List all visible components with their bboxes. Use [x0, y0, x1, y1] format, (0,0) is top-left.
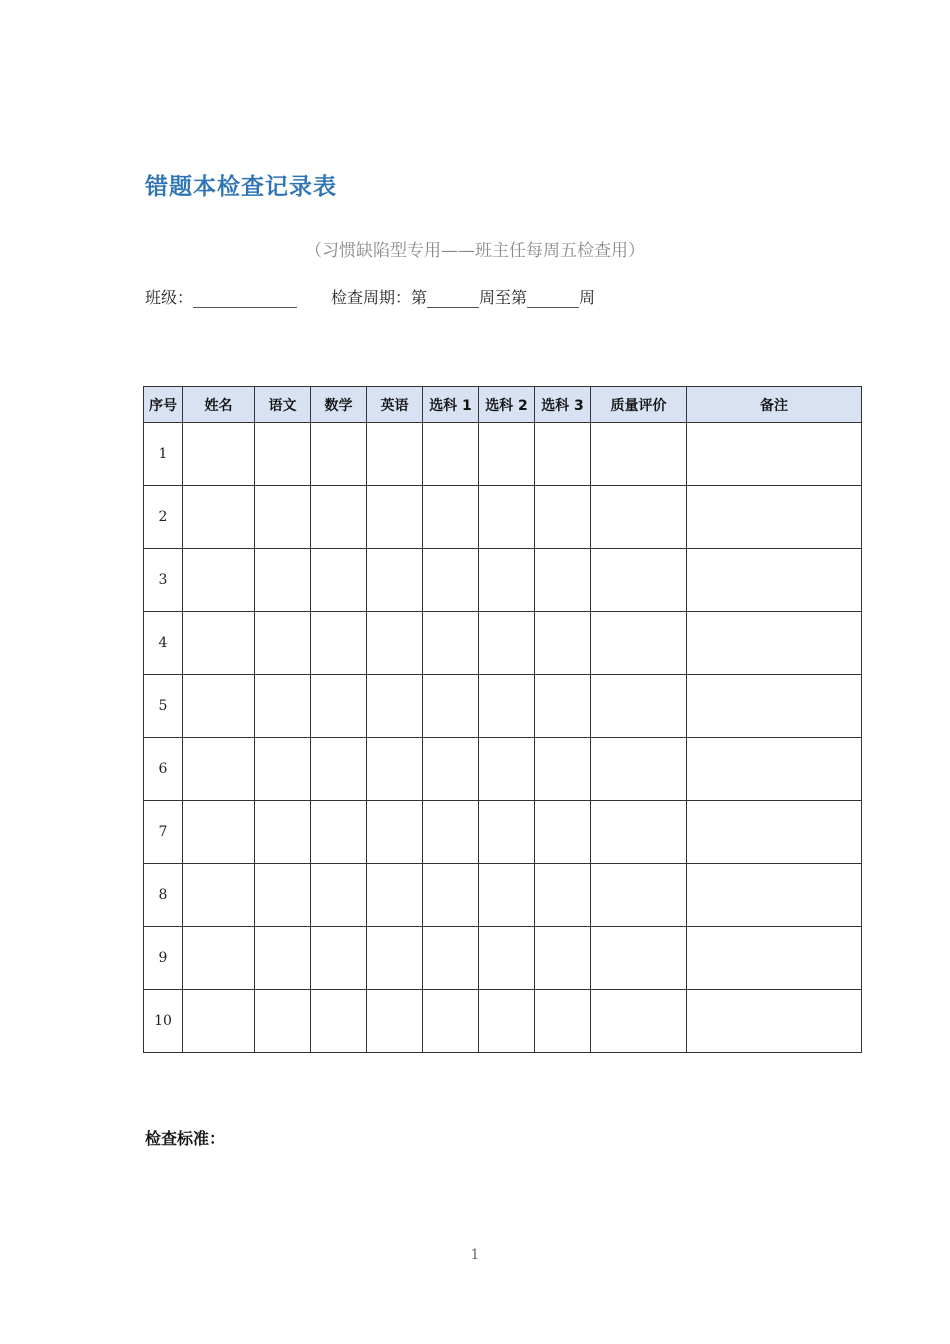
table-header-row [144, 387, 862, 423]
table-cell[interactable] [687, 738, 862, 801]
row-number-cell: 4 [144, 612, 183, 675]
table-cell[interactable] [479, 801, 535, 864]
table-cell[interactable] [687, 423, 862, 486]
table-cell[interactable] [591, 801, 687, 864]
table-cell[interactable] [255, 675, 311, 738]
table-row [144, 864, 862, 927]
table-cell[interactable] [311, 675, 367, 738]
table-cell[interactable] [183, 801, 255, 864]
table-cell[interactable] [535, 612, 591, 675]
table-cell[interactable] [479, 675, 535, 738]
table-cell[interactable] [687, 864, 862, 927]
table-cell[interactable] [311, 801, 367, 864]
row-number-cell: 6 [144, 738, 183, 801]
row-number-cell: 7 [144, 801, 183, 864]
table-cell[interactable] [687, 486, 862, 549]
table-row [144, 423, 862, 486]
table-cell[interactable] [687, 801, 862, 864]
table-row [144, 927, 862, 990]
table-cell[interactable] [255, 864, 311, 927]
class-label: 班级： [145, 288, 194, 307]
meta-line [145, 285, 595, 308]
table-cell[interactable] [367, 423, 423, 486]
table-cell[interactable] [183, 486, 255, 549]
table-cell[interactable] [591, 990, 687, 1053]
table-cell[interactable] [423, 801, 479, 864]
table-cell[interactable] [255, 738, 311, 801]
table-cell[interactable] [591, 549, 687, 612]
header-cell: 选科 1 [423, 387, 479, 423]
table-cell[interactable] [367, 990, 423, 1053]
table-cell[interactable] [183, 738, 255, 801]
table-cell[interactable] [591, 675, 687, 738]
table-cell[interactable] [423, 549, 479, 612]
table-cell[interactable] [423, 486, 479, 549]
header-cell: 序号 [144, 387, 183, 423]
table-cell[interactable] [255, 801, 311, 864]
table-row [144, 738, 862, 801]
table-cell[interactable] [311, 549, 367, 612]
table-cell[interactable] [367, 738, 423, 801]
table-row [144, 549, 862, 612]
table-cell[interactable] [535, 423, 591, 486]
table-cell[interactable] [367, 675, 423, 738]
table-cell[interactable] [423, 927, 479, 990]
table-row [144, 801, 862, 864]
header-cell: 备注 [687, 387, 862, 423]
table-cell[interactable] [479, 990, 535, 1053]
header-cell: 选科 3 [535, 387, 591, 423]
table-cell[interactable] [423, 675, 479, 738]
header-cell: 英语 [367, 387, 423, 423]
table-cell[interactable] [423, 612, 479, 675]
table-row [144, 990, 862, 1053]
row-number-cell: 2 [144, 486, 183, 549]
table-cell[interactable] [311, 612, 367, 675]
table-row [144, 612, 862, 675]
page-number: 1 [470, 1247, 480, 1263]
table-cell[interactable] [311, 486, 367, 549]
table-cell[interactable] [183, 927, 255, 990]
table-cell[interactable] [255, 927, 311, 990]
table-cell[interactable] [367, 612, 423, 675]
header-cell: 姓名 [183, 387, 255, 423]
table-cell[interactable] [367, 486, 423, 549]
table-cell[interactable] [311, 927, 367, 990]
standard-label: 检查标准： [145, 1129, 226, 1148]
page-subtitle: （习惯缺陷型专用——班主任每周五检查用） [305, 241, 645, 261]
table-cell[interactable] [367, 549, 423, 612]
table-cell[interactable] [311, 864, 367, 927]
table-cell[interactable] [311, 738, 367, 801]
table-cell[interactable] [591, 423, 687, 486]
check-record-table [143, 386, 862, 1053]
period-label: 检查周期：第 [331, 288, 428, 307]
row-number-cell: 9 [144, 927, 183, 990]
table-cell[interactable] [367, 801, 423, 864]
table-cell[interactable] [535, 990, 591, 1053]
period-end-label: 周 [579, 288, 596, 307]
table-cell[interactable] [255, 990, 311, 1053]
table-cell[interactable] [183, 549, 255, 612]
table-row [144, 486, 862, 549]
row-number-cell: 1 [144, 423, 183, 486]
table-cell[interactable] [479, 486, 535, 549]
table-cell[interactable] [535, 549, 591, 612]
table-cell[interactable] [591, 927, 687, 990]
table-cell[interactable] [479, 549, 535, 612]
end-week-blank[interactable] [527, 289, 579, 308]
table-cell[interactable] [687, 990, 862, 1053]
table-cell[interactable] [591, 486, 687, 549]
table-cell[interactable] [591, 864, 687, 927]
table-cell[interactable] [311, 990, 367, 1053]
header-cell: 选科 2 [479, 387, 535, 423]
table-cell[interactable] [255, 549, 311, 612]
table-cell[interactable] [183, 990, 255, 1053]
row-number-cell: 3 [144, 549, 183, 612]
table-cell[interactable] [591, 738, 687, 801]
page-title: 错题本检查记录表 [145, 174, 337, 200]
table-cell[interactable] [183, 423, 255, 486]
table-cell[interactable] [255, 423, 311, 486]
table-cell[interactable] [423, 864, 479, 927]
table-cell[interactable] [255, 486, 311, 549]
row-number-cell: 5 [144, 675, 183, 738]
period-mid-label: 周至第 [479, 288, 528, 307]
table-cell[interactable] [423, 423, 479, 486]
header-cell: 质量评价 [591, 387, 687, 423]
row-number-cell: 8 [144, 864, 183, 927]
table-cell[interactable] [311, 423, 367, 486]
table-cell[interactable] [423, 738, 479, 801]
table-cell[interactable] [183, 675, 255, 738]
table-cell[interactable] [183, 612, 255, 675]
table-cell[interactable] [687, 612, 862, 675]
class-blank[interactable] [193, 289, 297, 308]
table-cell[interactable] [535, 927, 591, 990]
table-cell[interactable] [479, 927, 535, 990]
start-week-blank[interactable] [427, 289, 479, 308]
table-cell[interactable] [423, 990, 479, 1053]
table-cell[interactable] [479, 423, 535, 486]
table-cell[interactable] [687, 675, 862, 738]
table-cell[interactable] [535, 738, 591, 801]
table-cell[interactable] [183, 864, 255, 927]
table-cell[interactable] [687, 549, 862, 612]
table-cell[interactable] [535, 486, 591, 549]
table-cell[interactable] [367, 927, 423, 990]
table-cell[interactable] [687, 927, 862, 990]
row-number-cell: 10 [144, 990, 183, 1053]
table-cell[interactable] [535, 801, 591, 864]
table-row [144, 675, 862, 738]
header-cell: 语文 [255, 387, 311, 423]
table-cell[interactable] [255, 612, 311, 675]
table-cell[interactable] [591, 612, 687, 675]
header-cell: 数学 [311, 387, 367, 423]
table-cell[interactable] [479, 738, 535, 801]
table-cell[interactable] [535, 675, 591, 738]
table-cell[interactable] [535, 864, 591, 927]
table-cell[interactable] [479, 864, 535, 927]
table-cell[interactable] [479, 612, 535, 675]
table-cell[interactable] [367, 864, 423, 927]
